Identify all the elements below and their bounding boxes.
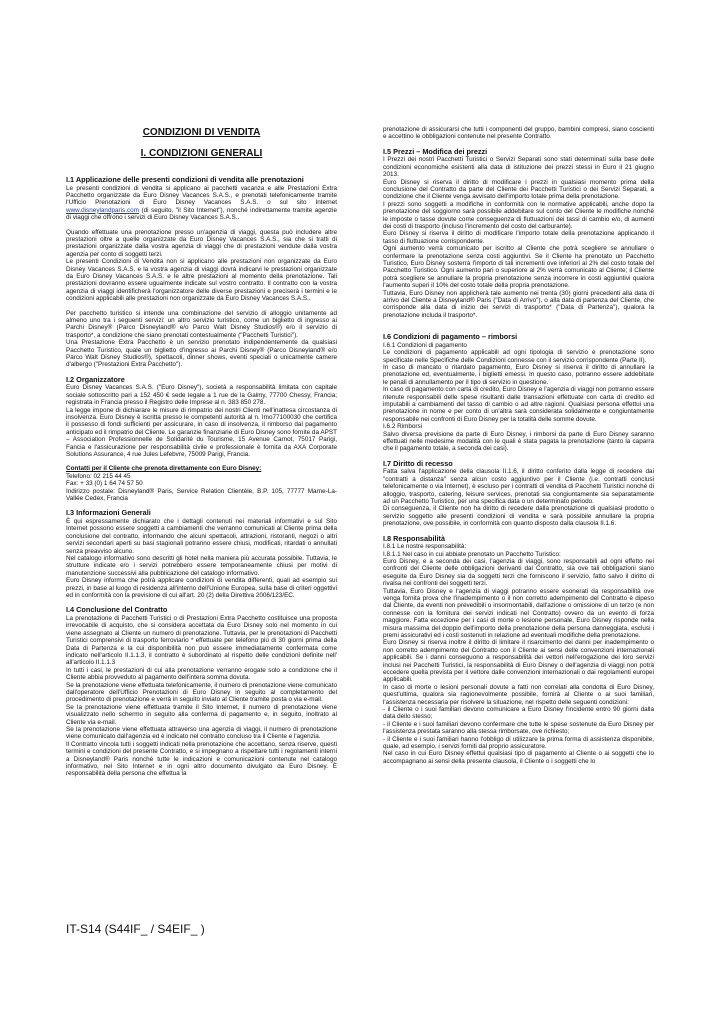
paragraph: Se la prenotazione viene effettuata tramite il Sito Internet, il numero di prenotazione viene visualizzato nello schermo in seguito alla conferma di pagamento e, in seguito, inoltrato al Cliente via e-mail. (66, 703, 337, 726)
right-column (383, 126, 654, 765)
heading-i2: I.2 Organizzatore (66, 374, 125, 384)
left-column (66, 126, 337, 778)
paragraph: È qui espressamente dichiarato che i dettagli contenuti nei materiali informativi e sul Sito Internet possono essere soggetti a cambiamenti che verranno comunicati al Cliente prima della conclusione del contratto, informando che alcuni spettacoli, attrazioni, ristoranti, negozi o altri servizi secondari aperti su basi stagionali potranno essere chiusi, modificati, ritardati o annullati senza preavviso alcuno. (66, 517, 337, 555)
document-code: IT-S14 (S44IF_ / S4EIF_ ) (66, 922, 205, 936)
paragraph: Le condizioni di pagamento applicabili ad ogni tipologia di servizio e prenotazione sono specificate nelle Specifiche delle Condizioni connesse con il servizio corrispondente (Parte II). (383, 349, 654, 364)
list-item: - il Cliente o i suoi familiari devono comunicare a Euro Disney l'incidente entro 90 giorni dalla data dello stesso; (383, 706, 654, 721)
heading-i1: I.1 Applicazione delle presenti condizioni di vendita alle prenotazioni (66, 175, 304, 184)
section-title: I. CONDIZIONI GENERALI (140, 148, 263, 159)
paragraph: Euro Disney Vacances S.A.S. ("Euro Disney"), società a responsabilità limitata con capitale sociale sottoscritto pari a 152 450 € sede legale a 1 rue de la Galmy, 77700 Chessy, Francia; registrata in Francia presso il Registro delle Imprese al n. 383 850 278. (66, 384, 337, 407)
paragraph: Nel catalogo informativo sono descritti gli hotel nella maniera più accurata possibile. Tuttavia, le strutture indicate e/o i servizi potrebbero essere temporaneamente chiusi per motivi di manutenzione successivi alla pubblicazione del catalogo informativo. (66, 554, 337, 577)
contacts-heading: Contatti per il Cliente che prenota direttamente con Euro Disney: (66, 465, 262, 473)
paragraph: Tuttavia, Euro Disney e l'agenzia di viaggi potranno essere esonerati da responsabilità ove venga fornita prova che l'inadempimento o il non corretto adempimento del Contratto è dipeso dal Cliente, da eventi non prevedibili o insormontabili, dall'azione o omissione di un terzo (e non connesse con la fornitura dei servizi indicati nel Contratto) ovvero da un evento di forza maggiore. Fatta eccezione per i casi di morte o lesione personale, Euro Disney risponde nella misura massima del doppio dell'importo della prenotazione della persona danneggiata, esclusi i premi assicurativi ed i costi sostenuti in relazione ad eventuali modifiche della prenotazione. (383, 587, 654, 639)
contact-fax: Fax: + 33 (0) 1 64 74 57 50 (66, 480, 143, 488)
paragraph: Nel caso in cui Euro Disney effettui qualsiasi tipo di pagamento al Cliente o ai soggetti che lo accompagnano ai sensi della presente clausola, il Cliente o i soggetti che lo (383, 750, 654, 765)
subheading: I.8.1 Le nostre responsabilità: (383, 543, 467, 551)
subheading: I.6.2 Rimborsi (383, 423, 423, 431)
paragraph: Quando effettuate una prenotazione presso un'agenzia di viaggi, questa può includere altre prestazioni oltre a quelle organizzate da Euro Disney Vacances S.A.S., sia che si tratti di prestazioni organizzate dalla vostra agenzia di viaggi che di prestazioni vendute dalla vostra agenzia per conto di soggetti terzi. (66, 228, 337, 258)
paragraph: Salvo diversa previsione da parte di Euro Disney, i rimborsi da parte di Euro Disney saranno effettuati nelle medesime modalità con le quali è stata pagata la prenotazione (tanto la caparra che il pagamento totale, a seconda dei casi). (383, 430, 654, 453)
website-link[interactable]: www.disneylandparis.com (66, 206, 139, 214)
paragraph: Euro Disney informa che potrà applicare condizioni di vendita differenti, quali ad esempio sui prezzi, in base al luogo di residenza all'interno dell'Unione Europea, sulla base di criteri oggettivi ed in conformità con la previsione di cui all'art. 20 (2) della Direttiva 2006/123/EC. (66, 577, 337, 599)
paragraph: prenotazione di assicurarsi che tutti i componenti del gruppo, bambini compresi, siano coscienti e accettino le obbligazioni contenute nel presente Contratto. (383, 126, 654, 141)
paragraph: Euro Disney si riserva inoltre il diritto di limitare il risarcimento dei danni per inadempimento o non corretto adempimento del Contratto con il Cliente ai sensi delle convenzioni internazionali applicabili. Se i danni conseguono a responsabilità dei vettori nell'erogazione dei loro servizi inclusi nei Pacchetti Turistici, la responsabilità di Euro Disney o dell'agenzia di viaggi non potrà eccedere quella prevista per il vettore dalle convenzioni internazionali o dai regolamenti europei applicabili. (383, 639, 654, 684)
heading-i6: I.6 Condizioni di pagamento – rimborsi (383, 332, 518, 342)
paragraph: Per pacchetto turistico si intende una combinazione del servizio di alloggio unitamente ad almeno uno tra i seguenti servizi: un altro servizio turistico, come un biglietto di ingresso ai Parchi Disney® (Parco Disneyland® e/o Parco Walt Disney Studios®) e/o il servizio di trasporto*, a condizione che siano prenotati contestualmente ("Pacchetti Turistici"). (66, 309, 337, 339)
paragraph: In caso di pagamento con carta di credito, Euro Disney e l'agenzia di viaggi non potranno essere ritenute responsabili delle spese risultanti dalle transazioni effettuate con carta di credito ed imputabili a cambiamenti del tasso di cambio o ad altre ragioni. Qualsiasi persona effettui una prenotazione in nome e per conto di un'altra sarà considerata solidalmente e congiuntamente responsabile nei confronti di Euro Disney per la totalità delle somme dovute. (383, 386, 654, 423)
contact-phone: Telefono: 02 215 44 45 (66, 472, 131, 480)
heading-i4: I.4 Conclusione del Contratto (66, 605, 168, 615)
heading-i8: I.8 Responsabilità (383, 533, 446, 543)
heading-i7: I.7 Diritto di recesso (383, 458, 453, 468)
paragraph: Le presenti condizioni di vendita si applicano ai pacchetti vacanza e alle Prestazioni Extra Pacchetto organizzate da Euro Disney Vacances S.A.S., e prenotati telefonicamente tramite l'Ufficio Prenotazioni di Euro Disney Vacances S.A.S. o sul sito Internet www.disneylandparis.com (di seguito, "il Sito Internet"), nonché indirettamente tramite agenzie di viaggi che offrono i servizi di Euro Disney Vacances S.A.S.. (66, 184, 337, 222)
paragraph: Se la prenotazione viene effettuata attraverso una agenzia di viaggi, il numero di prenotazione viene comunicato dall'agenzia ed è indicato nel contratto concluso tra il Cliente e l'agenzia. (66, 726, 337, 741)
paragraph: Se la prenotazione viene effettuata telefonicamente, il numero di prenotazione viene comunicato dall'operatore dell'Ufficio Prenotazioni di Euro Disney in seguito al completamento del procedimento di prenotazione e verrà in seguito inviato al Cliente tramite posta o via e-mail. (66, 681, 337, 704)
paragraph: Euro Disney, e a seconda dei casi, l'agenzia di viaggi, sono responsabili ad ogni effetto nei confronti del Cliente delle obbligazioni derivanti dal Contratto, sia ove tali obbligazioni siano eseguite da Euro Disney sia da soggetti terzi che forniscono il servizio, fatto salvo il diritto di rivalsa nei confronti dei soggetti terzi. (383, 557, 654, 588)
paragraph: In tutti i casi, le prestazioni di cui alla prenotazione verranno erogate solo a condizione che il Cliente abbia provveduto al pagamento dell'intera somma dovuta. (66, 666, 337, 682)
paragraph: La legge impone di dichiarare le misure di rimpatrio dei nostri Clienti nell'inattesa circostanza di insolvenza. Euro Disney è iscritta presso le competenti autorità al n. Imo77100030 che certifica il possesso di fondi sufficienti per assicurare, in caso di insolvenza, il rimborso dal pagamento anticipato ed il rimpatrio del Cliente. Le garanzie finanziarie di Euro Disney sono fornite da APST – Association Professionnelle de Solidarité du Tourisme, 15 Avenue Carnot, 75017 Parigi, Fancia e l'assicurazione per responsabilità civile e professionale è fornita da AXA Corporate Solutions Assurance, 4 rue Jules Lefebvre, 75009 Parigi, Francia. (66, 406, 337, 458)
list-item: - il Cliente e i suoi familiari devono confermare che tutte le spese sostenute da Euro Disney per l'assistenza prestata saranno alla stessa rimborsate, ove richiesto; (383, 720, 654, 736)
paragraph: Euro Disney si riserva il diritto di modificare l'importo totale della prenotazione applicando il tasso di fluttuazione corrispondente. (383, 230, 654, 245)
heading-i5: I.5 Prezzi – Modifica dei prezzi (383, 146, 488, 156)
paragraph: In caso di morte o lesioni personali dovute a fatti non correlati alla condotta di Euro Disney, quest'ultima, qualora sia ragionevolmente possibile, fornirà al Cliente o ai suoi familiari, l'assistenza necessaria per risolvere la situazione, nel rispetto delle seguenti condizioni: (383, 683, 654, 706)
paragraph: Di conseguenza, il Cliente non ha diritto di recedere dalla prenotazione di qualsiasi prodotto o servizio soggetto alle presenti condizioni di vendita e sarà possibile annullare la propria prenotazione, ove possibile, in conformità con quanto disposto dalla clausola II.1.6. (383, 505, 654, 528)
list-item: - il Cliente e i suoi familiari hanno l'obbligo di utilizzare la prima forma di assistenza disponibile, quale, ad esempio, i servizi forniti dal proprio assicuratore. (383, 735, 654, 751)
paragraph: Le presenti Condizioni di Vendita non si applicano alle prestazioni non organizzate da Euro Disney Vacances S.A.S. e la vostra agenzia di viaggi dovrà indicarvi le prestazioni organizzate da Euro Disney Vacances S.A.S. e le altre prestazioni al momento della prenotazione. Tali prestazioni dovranno essere ugualmente indicate sul vostro contratto. Il contratto con la vostra agenzia di viaggi identificherà l'organizzatore delle diverse prestazioni e preciserà i termini e le condizioni applicabili alle prestazioni non organizzate da Euro Disney Vacances S.A.S.. (66, 258, 337, 303)
paragraph: Euro Disney si riserva il diritto di modificare i prezzi in qualsiasi momento prima della conclusione del Contratto da parte del Cliente dei Pacchetti Turistici o dei Servizi Separati, a condizione che il Cliente venga avvisato dell'importo totale prima della prenotazione. (383, 178, 654, 201)
document-title: CONDIZIONI DI VENDITA (142, 127, 261, 138)
paragraph: I Prezzi dei nostri Pacchetti Turistici o Servizi Separati sono stati determinati sulla base delle condizioni economiche esistenti alla data di istituzione dei prezzi stessi in Euro il 21 giugno 2013. (383, 156, 654, 179)
heading-i3: I.3 Informazioni Generali (66, 508, 151, 518)
subheading: I.8.1.1 Nel caso in cui abbiate prenotato un Pacchetto Turistico: (383, 550, 561, 558)
paragraph: Fatta salva l'applicazione della clausola II.1.6, il diritto conferito dalla legge di recedere dai "contratti a distanza" senza alcun costo aggiuntivo per il Cliente (i.e. contratti conclusi telefonicamente o via Internet), è escluso per i contratti di vendita di Pacchetti Turistici nonché di alloggio, trasporto, catering, leisure services, prenotati sia congiuntamente sia separatamente ad un Pacchetto Turistico, per una specifica data o un determinato periodo. (383, 468, 654, 505)
paragraph: In caso di mancato o ritardato pagamento, Euro Disney si riserva il diritto di annullare la prenotazione ed, eventualmente, i biglietti emessi. In questo caso, potranno essere addebitate le penali di annullamento per il tipo di servizio in questione. (383, 363, 654, 386)
paragraph: Una Prestazione Extra Pacchetto è un servizio prenotato indipendentemente da qualsiasi Pacchetto Turistico, quale un biglietto d'ingresso ai Parchi Disney® (Parco Disneyland® e/o Parco Walt Disney Studios®), spettacoli, dinner shows, eventi speciali o unicamente camere d'albergo ("Prestazioni Extra Pacchetto"). (66, 339, 337, 369)
paragraph: I prezzi sono soggetti a modifiche in conformità con le normative applicabili, anche dopo la prenotazione del soggiorno sarà possibile addebitare sul conto del Cliente le modifiche nonché le imposte o tasse dovute come conseguenza di fluttuazioni dei tassi di cambio e/o, di aumenti dei costi di trasporto (incluso l'incremento del costo del carburante). (383, 200, 654, 230)
paragraph: Tuttavia, Euro Disney non applicherà tale aumento nei trenta (30) giorni precedenti alla data di arrivo del Cliente a Disneyland® Paris ("Data di Arrivo"), o alla data di partenza del Cliente, che corrisponde alla data di inizio dei servizi di trasporto* ("Data di Partenza"), qualora la prenotazione includa il trasporto*. (383, 289, 654, 319)
contact-address: Indirizzo postale: Disneyland® Paris, Service Relation Clientèle, B.P. 105, 77777 Marne-La-Vallée Cedex, Francia (66, 487, 337, 503)
paragraph: Ogni aumento verrà comunicato per iscritto al Cliente che potrà scegliere se annullare o confermare la prenotazione senza costi aggiuntivi. Se il Cliente ha prenotato un Pacchetto Turistico, Euro Disney sosterrà l'importo di tali incrementi ove inferiori al 2% del costo totale del Pacchetto Turistico. Ogni aumento pari o superiore al 2% verrà comunicato al Cliente; il Cliente potrà scegliere se annullare la propria prenotazione senza incorrere in costi aggiuntivi qualora l'aumento superi il 10% del costo totale della propria prenotazione. (383, 245, 654, 290)
paragraph: La prenotazione di Pacchetti Turistici o di Prestazioni Extra Pacchetto costituisce una proposta irrevocabile di acquisto, che si considera accettata da Euro Disney solo nel momento in cui viene assegnato al Cliente un numero di prenotazione. Tuttavia, per le prenotazioni di Pacchetti Turistici comprensivi di trasporto ferroviario * effettuate per telefono più di 30 giorni prima della Data di Partenza e la cui disponibilità non può essere immediatamente confermata come indicato nell'articolo II.1.1.3, il contratto è subordinato al rispetto delle condizioni definite nell' all'articolo II.1.1.3 (66, 614, 337, 667)
subheading: I.6.1 Condizioni di pagamento (383, 341, 467, 349)
paragraph: Il Contratto vincola tutti i soggetti indicati nella prenotazione che accettano, senza riserve, questi termini e condizioni del presente Contratto, e si impegnano a rispettare tutti i regolamenti interni a Disneyland® Paris nonché tutte le indicazioni e comunicazioni contenute nel catalogo informativo, nel Sito Internet e in ogni altro documento divulgato da Euro Disney. È responsabilità della persona che effettua la (66, 740, 337, 778)
